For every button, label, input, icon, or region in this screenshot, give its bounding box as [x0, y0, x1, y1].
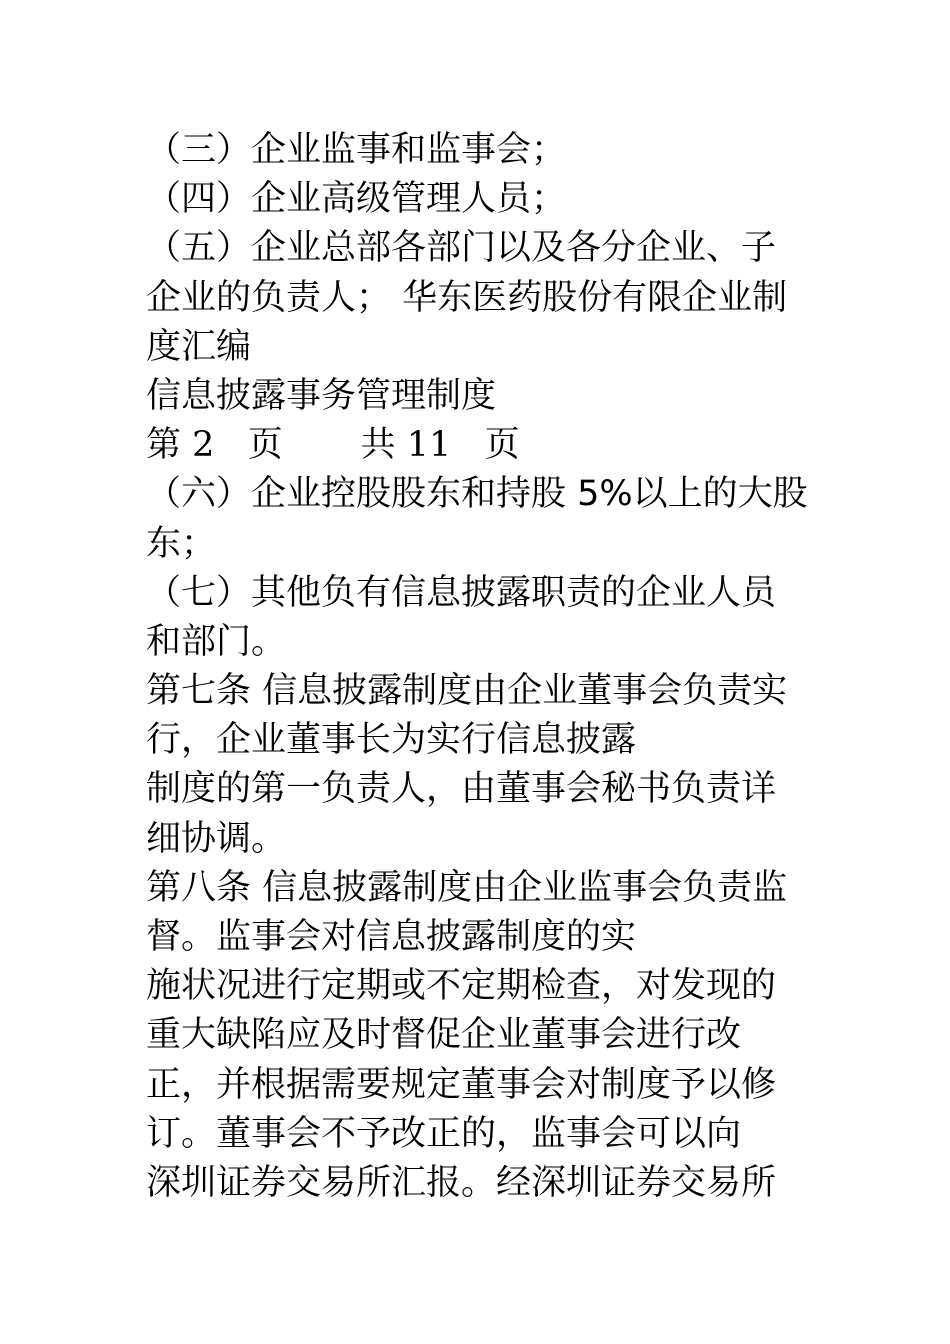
- text-line: 东；: [146, 523, 217, 564]
- text-line: 和部门。: [146, 621, 287, 662]
- document-title: 信息披露事务管理制度: [146, 375, 497, 416]
- page-number: 第 2 页 共 11 页: [146, 425, 520, 466]
- text-line: 制度的第一负责人，由董事会秘书负责详: [146, 769, 777, 810]
- text-line: 正，并根据需要规定董事会对制度予以修: [146, 1064, 777, 1105]
- text-line: （六）企业控股股东和持股 5%以上的大股: [146, 474, 808, 515]
- text-line: 第七条 信息披露制度由企业董事会负责实: [146, 671, 788, 712]
- text-line: 第八条 信息披露制度由企业监事会负责监: [146, 867, 788, 908]
- text-line: （三）企业监事和监事会；: [146, 130, 567, 170]
- document-body: [146, 126, 806, 1208]
- text-line: 督。监事会对信息披露制度的实: [146, 917, 637, 957]
- text-line: （四）企业高级管理人员；: [146, 179, 567, 220]
- text-line: 行，企业董事长为实行信息披露: [146, 720, 637, 761]
- text-line: 度汇编: [146, 326, 252, 367]
- text-line: 深圳证券交易所汇报。经深圳证券交易所: [146, 1162, 777, 1203]
- text-line: 细协调。: [146, 818, 287, 859]
- text-line: 施状况进行定期或不定期检查，对发现的: [146, 966, 777, 1007]
- text-line: 重大缺陷应及时督促企业董事会进行改: [146, 1015, 742, 1056]
- text-line: 订。董事会不予改正的，监事会可以向: [146, 1113, 742, 1154]
- text-line: （五）企业总部各部门以及各分企业、子: [146, 228, 777, 269]
- text-line: 企业的负责人； 华东医药股份有限企业制: [146, 277, 788, 318]
- text-line: （七）其他负有信息披露职责的企业人员: [146, 572, 777, 613]
